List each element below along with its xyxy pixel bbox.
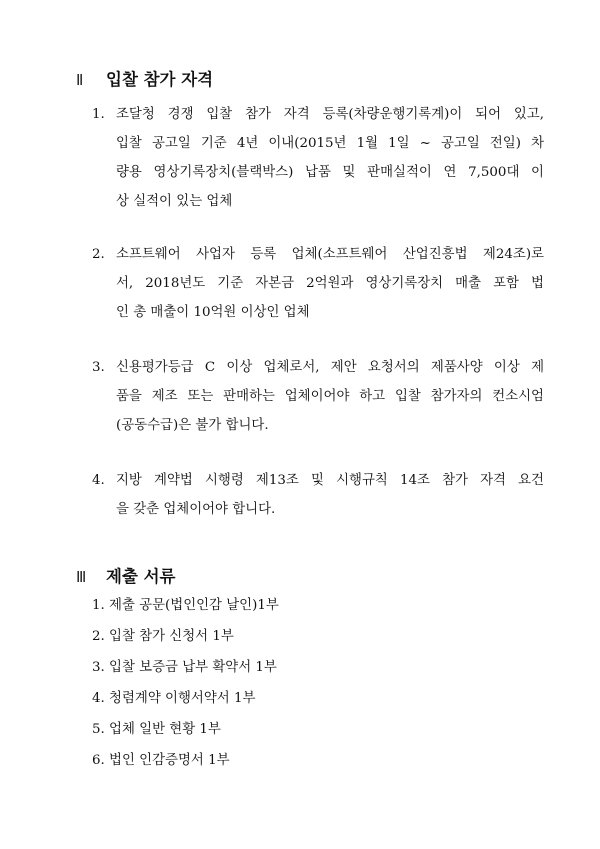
item-number: 3.	[92, 360, 105, 375]
item-line: 조달청 경쟁 입찰 참가 자격 등록(차량운행기록계)이 되어 있고,	[116, 107, 544, 122]
qualification-item-4	[92, 466, 544, 524]
document-list-item: 4. 청렴계약 이행서약서 1부	[92, 691, 256, 706]
item-line: 인 총 매출이 10억원 이상인 업체	[116, 305, 310, 320]
item-line: 서, 2018년도 기준 자본금 2억원과 영상기록장치 매출 포함 법	[116, 276, 544, 291]
item-line: 신용평가등급 C 이상 업체로서, 제안 요청서의 제품사양 이상 제	[116, 360, 544, 375]
item-line: 량용 영상기록장치(블랙박스) 납품 및 판매실적이 연 7,500대 이	[116, 165, 544, 180]
item-number: 1.	[92, 107, 105, 122]
item-line: 품을 제조 또는 판매하는 업체이어야 하고 입찰 참가자의 컨소시엄	[116, 389, 544, 404]
item-line: 을 갖춘 업체이어야 합니다.	[116, 502, 276, 517]
document-list-item: 6. 법인 인감증명서 1부	[92, 753, 230, 768]
qualification-item-2	[92, 240, 544, 327]
item-number: 4.	[92, 473, 105, 488]
section-3-heading	[76, 563, 176, 587]
section-3-title: 제출 서류	[106, 567, 176, 586]
item-line: 소프트웨어 사업자 등록 업체(소프트웨어 산업진흥법 제24조)로	[116, 247, 544, 262]
item-line: (공동수급)은 불가 합니다.	[116, 418, 269, 433]
item-line: 지방 계약법 시행령 제13조 및 시행규칙 14조 참가 자격 요건	[116, 473, 544, 488]
item-line: 상 실적이 있는 업체	[116, 194, 233, 209]
section-2-number: Ⅱ	[76, 71, 85, 89]
qualification-item-1	[92, 100, 544, 216]
document-list-item: 3. 입찰 보증금 납부 확약서 1부	[92, 660, 277, 675]
section-2-heading	[76, 66, 213, 90]
qualification-item-3	[92, 353, 544, 440]
section-3-number: Ⅲ	[76, 568, 88, 586]
item-number: 2.	[92, 247, 105, 262]
item-line: 입찰 공고일 기준 4년 이내(2015년 1월 1일 ~ 공고일 전일) 차	[116, 136, 544, 151]
document-list-item: 5. 업체 일반 현황 1부	[92, 722, 221, 737]
section-2-title: 입찰 참가 자격	[106, 70, 214, 89]
document-list-item: 1. 제출 공문(법인인감 날인)1부	[92, 598, 279, 613]
document-list-item: 2. 입찰 참가 신청서 1부	[92, 629, 234, 644]
